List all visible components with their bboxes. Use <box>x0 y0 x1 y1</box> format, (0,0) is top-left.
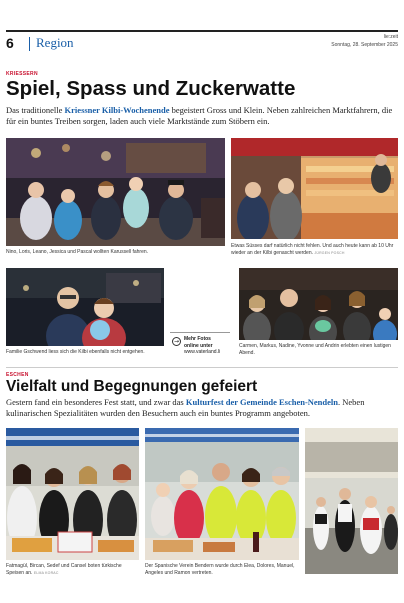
page-header <box>6 30 398 52</box>
photo-sweets-stall <box>231 138 398 239</box>
photo-spanish-association <box>145 428 299 560</box>
article1-lead-link[interactable]: Kriessner Kilbi-Wochenende <box>64 105 170 115</box>
photo-family <box>6 268 164 346</box>
photo-folk-dancers <box>305 428 398 574</box>
more-photos-link[interactable]: www.vaterland.li <box>184 349 221 355</box>
caption-photo-3: Familie Gschwend liess sich die Kilbi ebenfalls nicht entgehen. <box>6 349 145 355</box>
article2-kicker: ESCHEN <box>6 372 29 378</box>
photo-credit: JÜRGEN POSCH <box>314 250 345 255</box>
caption-photo-1: Nino, Loris, Leano, Jessica und Pascal wollten Karussell fahren. <box>6 249 149 255</box>
photo-credit-2: ELMA KORAC <box>33 570 59 575</box>
article1-kicker: KRIESSERN <box>6 71 38 77</box>
article2-headline: Vielfalt und Begegnungen gefeiert <box>6 378 258 395</box>
more-photos-label: Mehr Fotos online unter <box>184 336 213 349</box>
photo-group-friends <box>239 268 398 340</box>
issue-date: Sonntag, 28. September 2025 <box>331 42 398 48</box>
photo-turkish-food <box>6 428 139 560</box>
page-number: 6 <box>6 35 14 51</box>
header-separator <box>29 37 30 51</box>
article-divider <box>6 367 398 368</box>
article2-lead: Gestern fand ein besonderes Fest statt, und zwar das Kulturfest der Gemeinde Eschen-Nendeln. Neben kulinarischen Spezialitäten wurden den Besuchern auch ein buntes Programm angeboten. <box>6 397 365 418</box>
arrow-right-circle-icon: → <box>173 338 180 345</box>
caption-photo-4: Carmen, Markus, Nadine, Yvonne und Andrin erlebten einen lustigen Abend. <box>239 343 391 356</box>
caption-photo-5: Fatmagül, Bircan, Sedef und Cansel boten türkische Speisen an. ELMA KORAC <box>6 563 122 576</box>
more-photos-box[interactable] <box>170 332 230 358</box>
photo-carousel-kids <box>6 138 225 246</box>
caption-photo-6: Der Spanische Verein Bendern wurde durch Elea, Dolores, Manuel, Angeles und Ramon vertreten. <box>145 563 295 576</box>
caption-photo-2: Etwas Süsses darf natürlich nicht fehlen. Und auch heute kann ab 10 Uhr wieder an der Kilbi genascht werden. JÜRGEN POSCH <box>231 243 394 256</box>
article1-lead: Das traditionelle Kriessner Kilbi-Wochenende begeistert Gross und Klein. Neben zahlreichen Marktfahrern, die für ein buntes Treiben sorgen, laden auch viele Marktstände zum Stöbern ein. <box>6 105 393 126</box>
section-title: Region <box>36 35 74 50</box>
site-name: lie:zeit <box>383 34 398 40</box>
article1-headline: Spiel, Spass und Zuckerwatte <box>6 77 296 100</box>
article2-lead-link[interactable]: Kulturfest der Gemeinde Eschen-Nendeln <box>185 397 339 407</box>
